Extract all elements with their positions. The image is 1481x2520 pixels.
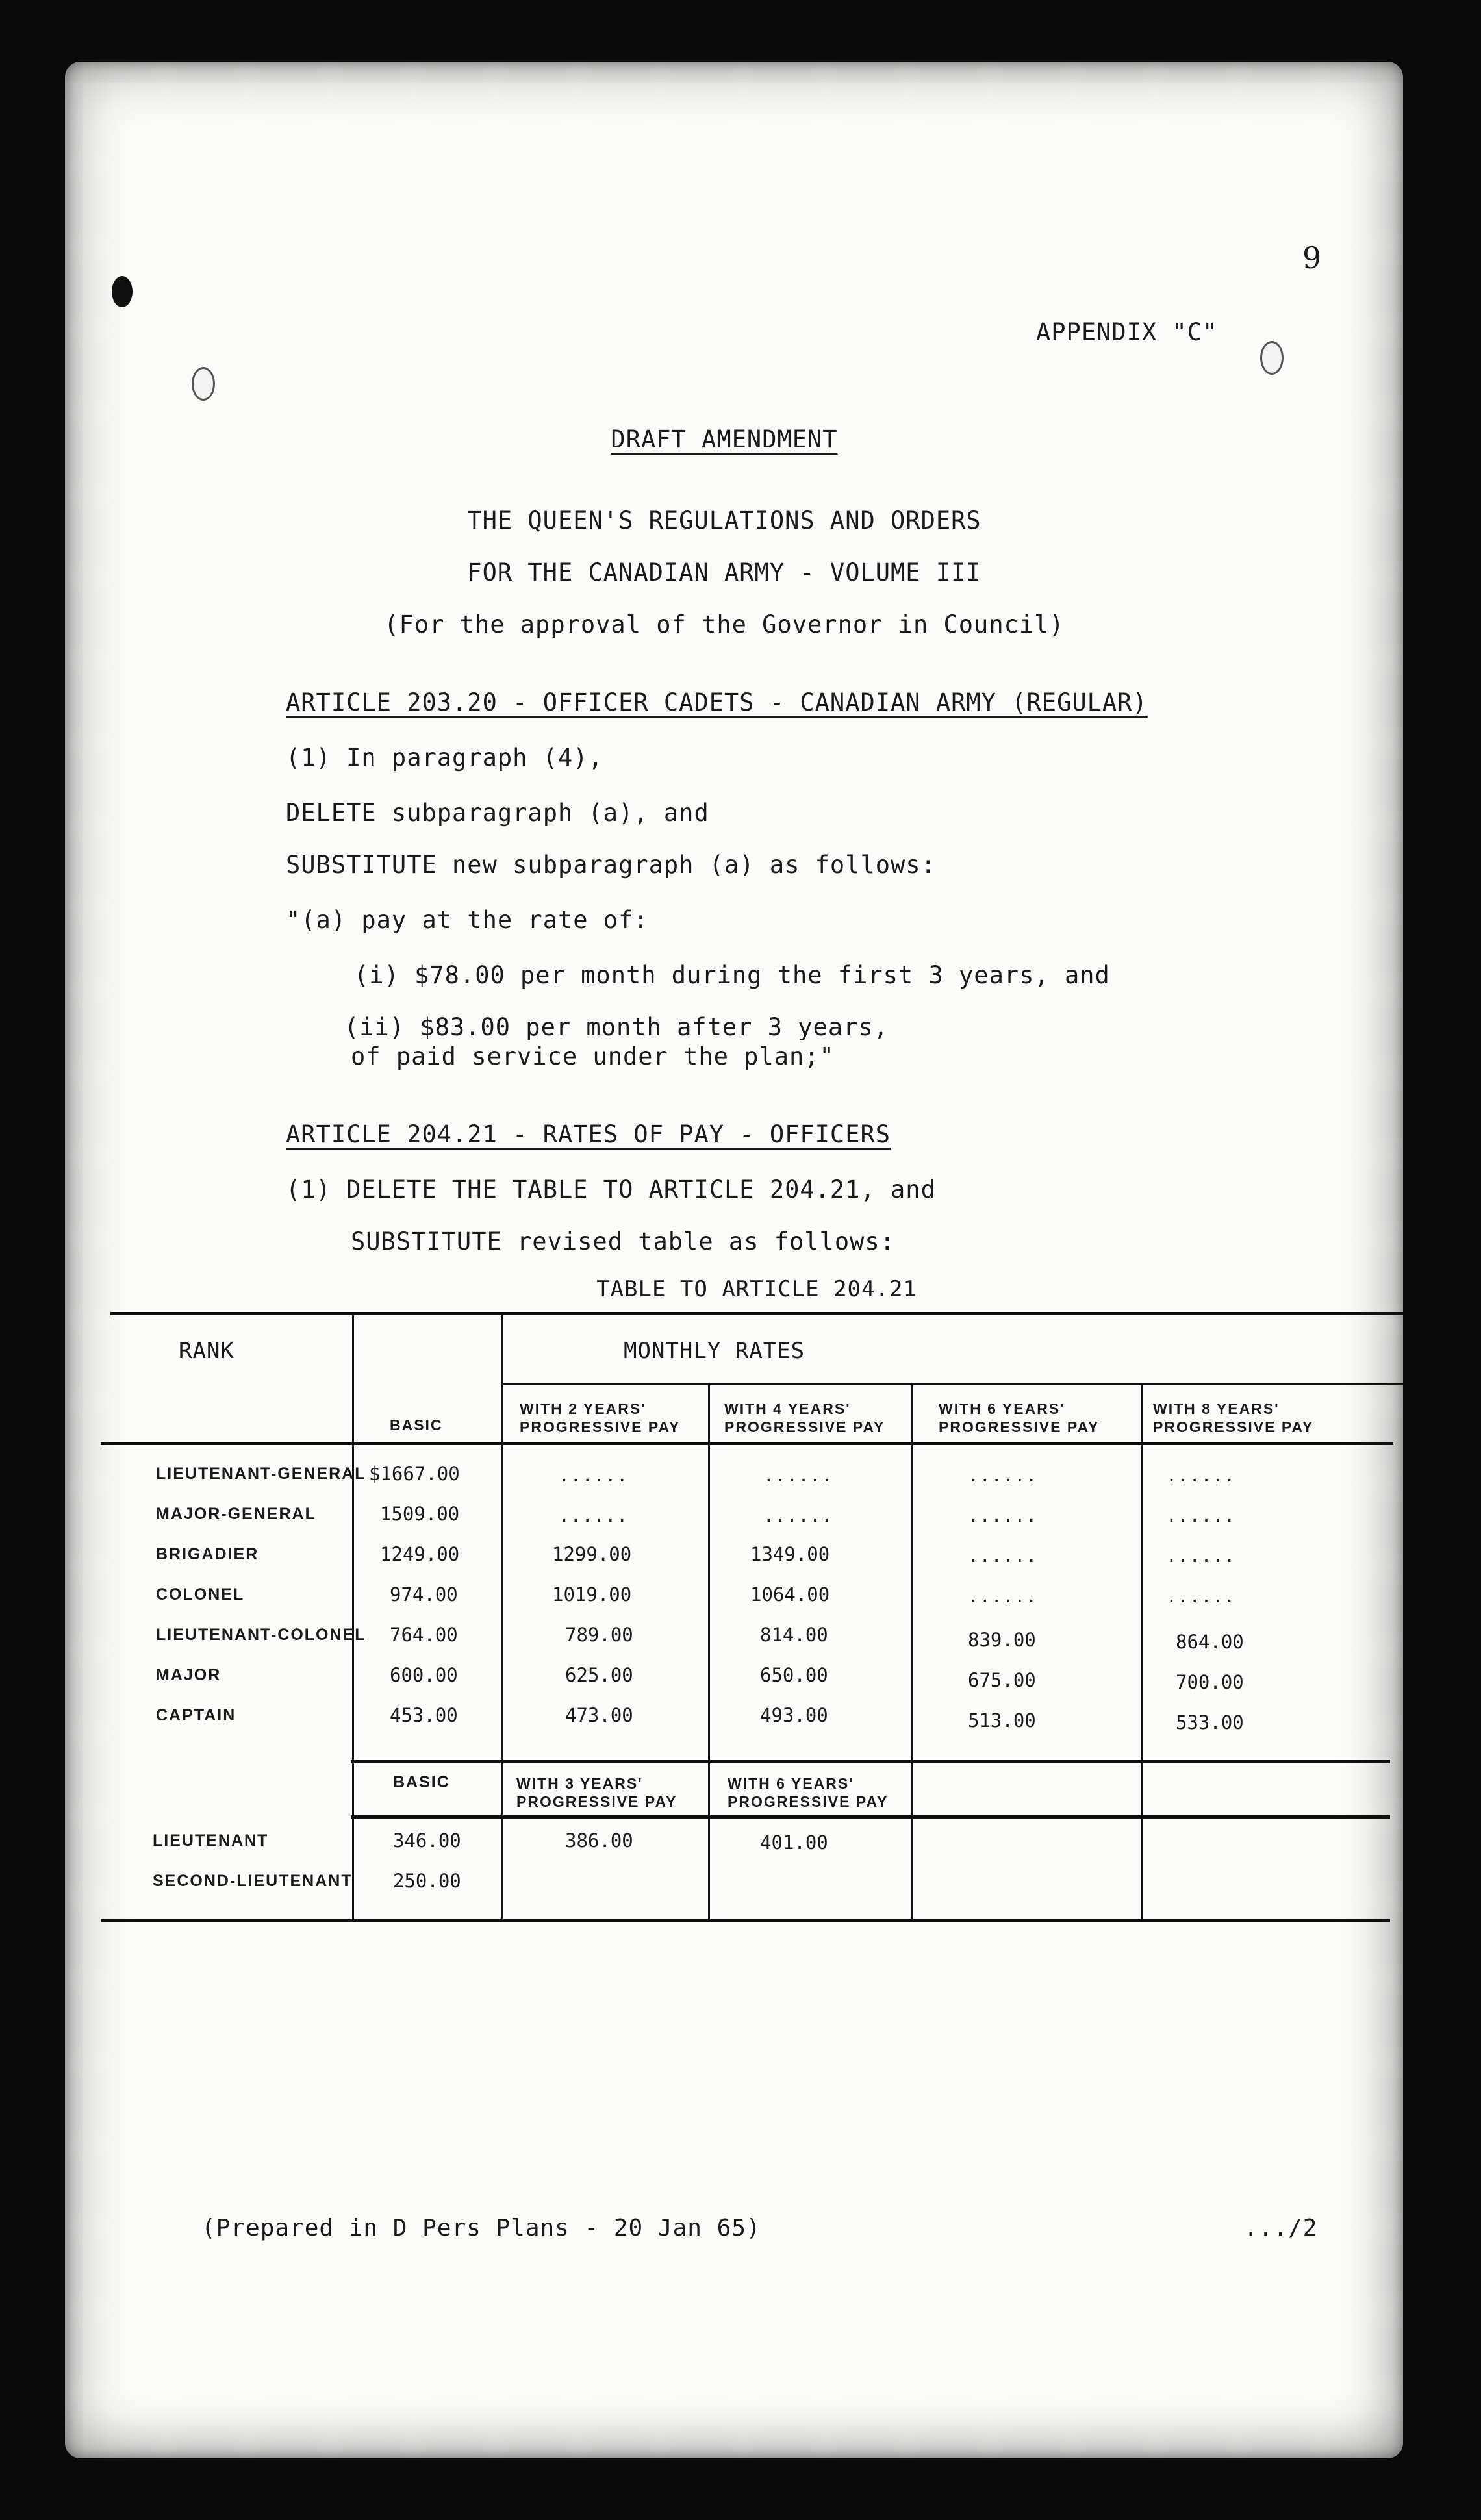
rank-cell: LIEUTENANT-COLONEL bbox=[156, 1626, 366, 1644]
table-divider bbox=[911, 1383, 913, 1919]
punch-hole bbox=[1260, 341, 1284, 375]
subtitle-approval: (For the approval of the Governor in Council) bbox=[384, 611, 1065, 638]
rank-cell: BRIGADIER bbox=[156, 1545, 259, 1563]
rate-cell: ...... bbox=[1166, 1585, 1236, 1607]
rate-cell: 864.00 bbox=[1176, 1631, 1244, 1653]
rank-cell: CAPTAIN bbox=[156, 1706, 236, 1724]
pay-table bbox=[110, 1312, 1403, 1922]
rate-cell: 650.00 bbox=[760, 1664, 828, 1686]
footer-prepared: (Prepared in D Pers Plans - 20 Jan 65) bbox=[201, 2215, 761, 2241]
rate-cell: ...... bbox=[1166, 1505, 1236, 1526]
table-rule bbox=[351, 1815, 1390, 1819]
subtitle-regulations: THE QUEEN'S REGULATIONS AND ORDERS bbox=[467, 507, 981, 535]
article-203-line: (1) In paragraph (4), bbox=[286, 744, 603, 772]
rank-cell: MAJOR-GENERAL bbox=[156, 1505, 316, 1523]
rate-cell: 1299.00 bbox=[552, 1543, 632, 1565]
rate-cell: ...... bbox=[968, 1465, 1038, 1486]
article-203-line: DELETE subparagraph (a), and bbox=[286, 799, 709, 827]
rank-cell: COLONEL bbox=[156, 1585, 245, 1604]
rank-cell: LIEUTENANT-GENERAL bbox=[156, 1465, 366, 1483]
column-header: BASIC bbox=[390, 1417, 443, 1433]
article-203-heading: ARTICLE 203.20 - OFFICER CADETS - CANADIAN ARMY (REGULAR) bbox=[286, 688, 1148, 716]
rate-cell: 974.00 bbox=[390, 1583, 458, 1606]
table-rule bbox=[351, 1760, 1390, 1763]
rate-cell: 533.00 bbox=[1176, 1711, 1244, 1733]
rate-cell: ...... bbox=[968, 1545, 1038, 1567]
table-rule bbox=[110, 1312, 1403, 1315]
article-203-line: (ii) $83.00 per month after 3 years, bbox=[344, 1013, 889, 1041]
column-header: WITH 8 YEARS' PROGRESSIVE PAY bbox=[1153, 1400, 1314, 1435]
rate-cell: 764.00 bbox=[390, 1624, 458, 1646]
document-title: DRAFT AMENDMENT bbox=[611, 425, 838, 453]
rate-cell: ...... bbox=[968, 1585, 1038, 1607]
appendix-label: APPENDIX "C" bbox=[1036, 318, 1218, 346]
rate-cell: ...... bbox=[968, 1505, 1038, 1526]
rank-cell: MAJOR bbox=[156, 1666, 222, 1684]
rate-cell: 625.00 bbox=[565, 1664, 633, 1686]
rate-cell: 814.00 bbox=[760, 1624, 828, 1646]
rank-cell: LIEUTENANT bbox=[153, 1832, 269, 1850]
punch-hole bbox=[192, 367, 215, 401]
page-number: 9 bbox=[1302, 240, 1323, 275]
article-204-line: (1) DELETE THE TABLE TO ARTICLE 204.21, and bbox=[286, 1176, 936, 1203]
table-caption: TABLE TO ARTICLE 204.21 bbox=[596, 1276, 917, 1302]
rate-cell: ...... bbox=[1166, 1465, 1236, 1486]
rate-cell: 700.00 bbox=[1176, 1671, 1244, 1693]
table-rule bbox=[101, 1919, 1390, 1922]
column-header: WITH 6 YEARS' PROGRESSIVE PAY bbox=[728, 1775, 889, 1810]
article-204-heading: ARTICLE 204.21 - RATES OF PAY - OFFICERS bbox=[286, 1120, 891, 1148]
column-header: WITH 3 YEARS' PROGRESSIVE PAY bbox=[516, 1775, 677, 1810]
rate-cell: 493.00 bbox=[760, 1704, 828, 1726]
rate-cell: $1667.00 bbox=[369, 1463, 460, 1485]
rate-cell: 250.00 bbox=[393, 1870, 461, 1892]
article-203-line: "(a) pay at the rate of: bbox=[286, 906, 649, 934]
rate-cell: 789.00 bbox=[565, 1624, 633, 1646]
rate-cell: 600.00 bbox=[390, 1664, 458, 1686]
rate-cell: 386.00 bbox=[565, 1830, 633, 1852]
rate-cell: ...... bbox=[763, 1505, 833, 1526]
table-divider bbox=[708, 1383, 710, 1919]
column-header: WITH 2 YEARS' PROGRESSIVE PAY bbox=[520, 1400, 681, 1435]
table-divider bbox=[352, 1312, 354, 1919]
column-header: BASIC bbox=[393, 1773, 450, 1791]
rate-cell: 401.00 bbox=[760, 1832, 828, 1854]
rate-cell: 453.00 bbox=[390, 1704, 458, 1726]
rate-cell: 1349.00 bbox=[750, 1543, 830, 1565]
rate-cell: 675.00 bbox=[968, 1669, 1036, 1691]
article-203-line: (i) $78.00 per month during the first 3 years, and bbox=[354, 961, 1110, 989]
rate-cell: 513.00 bbox=[968, 1709, 1036, 1732]
table-divider bbox=[501, 1312, 503, 1919]
table-rule bbox=[503, 1383, 1403, 1385]
monthly-rates-header: MONTHLY RATES bbox=[624, 1338, 805, 1364]
article-204-line: SUBSTITUTE revised table as follows: bbox=[351, 1228, 895, 1255]
rate-cell: ...... bbox=[559, 1465, 629, 1486]
table-divider bbox=[1141, 1383, 1143, 1919]
rate-cell: ...... bbox=[559, 1505, 629, 1526]
punch-hole bbox=[112, 276, 133, 307]
rate-cell: 1064.00 bbox=[750, 1583, 830, 1606]
table-rule bbox=[101, 1442, 1393, 1445]
footer-continued: .../2 bbox=[1244, 2215, 1318, 2241]
rate-cell: ...... bbox=[763, 1465, 833, 1486]
rank-cell: SECOND-LIEUTENANT bbox=[153, 1872, 353, 1890]
document-page bbox=[65, 62, 1403, 2458]
subtitle-volume: FOR THE CANADIAN ARMY - VOLUME III bbox=[467, 559, 981, 586]
rate-cell: 346.00 bbox=[393, 1830, 461, 1852]
rate-cell: 1509.00 bbox=[380, 1503, 460, 1525]
rank-header: RANK bbox=[179, 1338, 234, 1364]
column-header: WITH 4 YEARS' PROGRESSIVE PAY bbox=[724, 1400, 885, 1435]
rate-cell: 1019.00 bbox=[552, 1583, 632, 1606]
rate-cell: ...... bbox=[1166, 1545, 1236, 1567]
rate-cell: 1249.00 bbox=[380, 1543, 460, 1565]
article-203-line: of paid service under the plan;" bbox=[351, 1042, 835, 1070]
rate-cell: 839.00 bbox=[968, 1629, 1036, 1651]
article-203-line: SUBSTITUTE new subparagraph (a) as follows: bbox=[286, 851, 936, 879]
rate-cell: 473.00 bbox=[565, 1704, 633, 1726]
column-header: WITH 6 YEARS' PROGRESSIVE PAY bbox=[939, 1400, 1100, 1435]
